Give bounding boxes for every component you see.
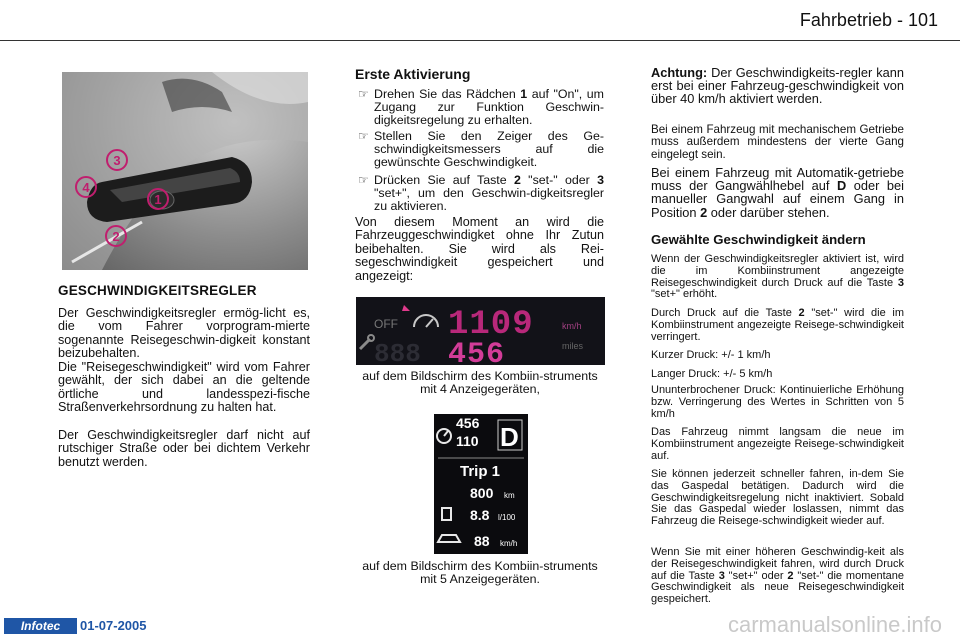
bullet-item: ☞ Drehen Sie das Rädchen 1 auf "On", um Zugang zur Funktion Geschwin-digkeitsregelung zu erhalten. bbox=[358, 87, 604, 128]
cruise-speedometer-icon bbox=[437, 429, 451, 443]
section-heading-change-speed: Gewählte Geschwindigkeit ändern bbox=[651, 232, 866, 247]
svg-text:miles: miles bbox=[562, 341, 584, 351]
short-press-note: Kurzer Druck: +/- 1 km/h bbox=[651, 349, 771, 361]
svg-text:D: D bbox=[500, 422, 519, 452]
svg-text:2: 2 bbox=[112, 229, 120, 244]
car-icon bbox=[438, 535, 460, 542]
watermark: carmanualsonline.info bbox=[727, 612, 942, 637]
long-press-note: Langer Druck: +/- 5 km/h bbox=[651, 368, 773, 380]
section-heading-cruise-control: GESCHWINDIGKEITSREGLER bbox=[58, 283, 257, 298]
svg-text:1: 1 bbox=[154, 192, 162, 207]
bullet-item: ☞ Drücken Sie auf Taste 2 "set-" oder 3 "set+", um den Geschwin-digkeitsregler zu aktivieren. bbox=[358, 173, 604, 214]
svg-text:456: 456 bbox=[448, 338, 506, 365]
svg-text:888: 888 bbox=[374, 339, 421, 365]
edition-date: 01-07-2005 bbox=[80, 618, 147, 633]
svg-text:800: 800 bbox=[470, 485, 494, 501]
svg-text:km/h: km/h bbox=[500, 539, 518, 548]
accelerate-paragraph: Sie können jederzeit schneller fahren, in-dem Sie das Gaspedal betätigen. Dadurch wird die Geschwindigkeitsregelung nicht inaktiviert. Sobald Sie das Gaspedal wieder loslassen, nimmt das Fahrzeug die Reisege-schwindigkeit wieder auf. bbox=[651, 468, 904, 528]
caption-5-dials: auf dem Bildschirm des Kombiin-struments mit 5 Anzeigegeräten. bbox=[362, 559, 598, 587]
svg-text:88: 88 bbox=[474, 533, 490, 549]
svg-text:110: 110 bbox=[456, 433, 479, 449]
manual-gearbox-note: Bei einem Fahrzeug mit mechanischem Getriebe muss außerdem mindestens der vierte Gang eingelegt sein. bbox=[651, 123, 904, 161]
store-current-speed-paragraph: Wenn Sie mit einer höheren Geschwindig-keit als der Reisegeschwindigkeit fahren, wird durch Druck auf die Taste 3 "set+" oder 2 "set-" die momentane Geschwindigkeit als neue Reisegeschwindigkeit gespeichert. bbox=[651, 546, 905, 606]
svg-text:OFF: OFF bbox=[374, 317, 398, 331]
infotec-logo: Infotec bbox=[4, 618, 77, 634]
cruise-control-stalk-photo bbox=[62, 72, 308, 270]
speed-stored-paragraph: Von diesem Moment an wird die Fahrzeuggeschwindigket ohne Ihr Zutun beibehalten. Sie wird als Rei-segeschwindigkeit gespeichert und angezeigt: bbox=[355, 215, 604, 283]
caption-4-dials: auf dem Bildschirm des Kombiin-struments mit 4 Anzeigegeräten, bbox=[362, 369, 598, 397]
fuel-pump-icon bbox=[442, 508, 451, 520]
svg-text:l/100: l/100 bbox=[498, 513, 516, 522]
svg-text:456: 456 bbox=[456, 415, 480, 431]
pointing-hand-icon: ☞ bbox=[358, 129, 369, 143]
continuous-press-note: Ununterbrochener Druck: Kontinuierliche Erhöhung bzw. Verringerung des Wertes in Schritten von 5 km/h bbox=[651, 384, 904, 420]
travel-speed-paragraph: Die "Reisegeschwindigkeit" wird vom Fahrer gewählt, der sich dabei an die geltende örtliche und landesspezi-fische Straßenverkehrsordnung zu halten hat. bbox=[58, 360, 310, 415]
vehicle-adapts-paragraph: Das Fahrzeug nimmt langsam die neue im Kombiinstrument angezeigte Reisege-schwindigkeit auf. bbox=[651, 426, 904, 462]
wrench-icon bbox=[360, 335, 374, 349]
cruise-speedometer-icon bbox=[402, 305, 438, 327]
svg-text:1109: 1109 bbox=[448, 306, 534, 344]
svg-text:km/h: km/h bbox=[562, 321, 582, 331]
pointing-hand-icon: ☞ bbox=[358, 87, 369, 101]
section-heading-first-activation: Erste Aktivierung bbox=[355, 66, 471, 82]
cluster-display-5-dials bbox=[434, 414, 528, 554]
svg-text:4: 4 bbox=[82, 180, 90, 195]
decrease-speed-paragraph: Durch Druck auf die Taste 2 "set-" wird die im Kombiinstrument angezeigte Reisege-schwindigkeit verringert. bbox=[651, 307, 904, 343]
svg-text:8.8: 8.8 bbox=[470, 507, 490, 523]
increase-speed-paragraph: Wenn der Geschwindigkeitsregler aktiviert ist, wird die im Kombiinstrument angezeigte Reisegeschwindigkeit durch Druck auf die Taste 3 "set+" erhöht. bbox=[651, 253, 904, 301]
warning-paragraph: Der Geschwindigkeitsregler darf nicht auf rutschiger Straße oder bei dichtem Verkehr benutzt werden. bbox=[58, 428, 310, 469]
cluster-display-4-dials bbox=[356, 297, 605, 365]
bullet-item: ☞ Stellen Sie den Zeiger des Ge-schwindigkeitsmessers auf die gewünschte Geschwindigkeit. bbox=[358, 129, 604, 170]
page-title: Fahrbetrieb - 101 bbox=[799, 10, 938, 30]
attention-note: Achtung: Der Geschwindigkeits-regler kann erst bei einer Fahrzeug-geschwindigkeit von über 40 km/h aktiviert werden. bbox=[651, 65, 904, 107]
svg-text:Trip 1: Trip 1 bbox=[460, 463, 501, 480]
intro-paragraph: Der Geschwindigkeitsregler ermög-licht es, die vom Fahrer vorprogram-mierte sogenannte Reisegeschwin-digkeit konstant beizubehalten. bbox=[58, 306, 310, 361]
svg-text:3: 3 bbox=[113, 153, 121, 168]
pointing-hand-icon: ☞ bbox=[358, 173, 369, 187]
svg-text:km: km bbox=[504, 491, 515, 500]
header-rule bbox=[0, 40, 960, 41]
automatic-gearbox-note: Bei einem Fahrzeug mit Automatik-getriebe muss der Gangwählhebel auf D oder bei manueller Gangwahl auf einem Gang in Position 2 oder darüber stehen. bbox=[651, 165, 904, 220]
